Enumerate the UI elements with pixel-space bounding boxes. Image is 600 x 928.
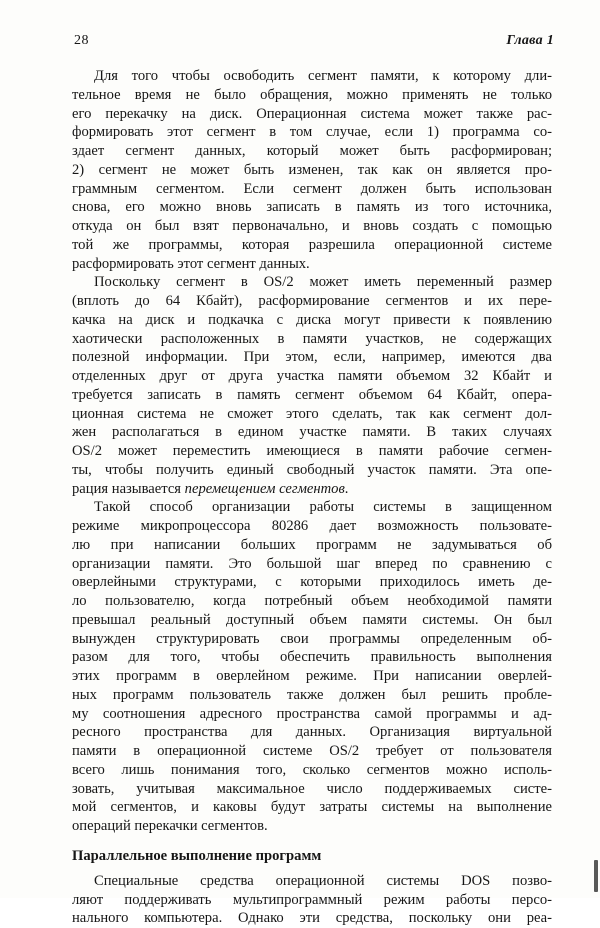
text-line: здает сегмент данных, который может быть расформирован; [72, 143, 552, 159]
paragraph-segment-relocation [72, 273, 552, 498]
text-line: тельное время не было обращения, можно применять не только [72, 86, 552, 103]
text-line: отделенных друг от друга участка памяти объемом 32 Кбайт и [72, 368, 552, 384]
text-line: полезной информации. При этом, если, например, имеются два [72, 349, 552, 366]
text-line: ляют поддерживать мультипрограммный режим работы персо- [72, 891, 552, 908]
text-line: организации памяти. Это большой шаг вперед по сравнению с [72, 555, 552, 572]
text-line: ных программ пользователь также должен был решить пробле- [72, 686, 552, 703]
text-line: мой сегментов, и каковы будут затраты системы на выполнение [72, 799, 552, 816]
paragraph-segment-disbanding [72, 67, 552, 273]
text-line: хаотически расположенных в памяти участков, не содержащих [72, 330, 552, 347]
text-line: OS/2 может переместить имеющиеся в памяти рабочие сегмен- [72, 443, 552, 459]
text-line: расформировать этот сегмент данных. [72, 255, 310, 272]
text-line: всего лишь понимания того, сколько сегментов можно исполь- [72, 761, 552, 778]
paragraph-protected-mode [72, 498, 552, 836]
text-line: (вплоть до 64 Кбайт), расформирование сегментов и их пере- [72, 293, 552, 309]
text-line: 2) сегмент не может быть изменен, так как он является про- [72, 161, 552, 178]
text-line: этих программ в оверлейном режиме. При написании оверлей- [72, 668, 552, 684]
body-text [72, 67, 552, 928]
text-line: откуда он был взят первоначально, и вновь создать с помощью [72, 218, 552, 234]
running-header [74, 33, 554, 53]
text-line: качка на диск и подкачка с диска могут привести к появлению [72, 311, 552, 328]
scan-edge-mark [594, 860, 598, 892]
text-line: режиме микропроцессора 80286 дает возможность пользовате- [72, 518, 552, 534]
text-line: его перекачку на диск. Операционная система может также рас- [72, 105, 552, 122]
chapter-title: Глава 1 [506, 33, 554, 48]
text-line: операций перекачки сегментов. [72, 818, 268, 834]
text-line: нального компьютера. Однако эти средства, поскольку они реа- [72, 910, 552, 927]
text-line: му соотношения адресного пространства самой программы и ад- [72, 705, 552, 722]
text-line: лю при написании больших программ не задумываться об [72, 536, 552, 553]
text-line: граммным сегментом. Если сегмент должен быть использован [72, 180, 552, 197]
text-line: той же программы, которая разрешила операционной системе [72, 236, 552, 253]
text-line: Для того чтобы освободить сегмент памяти, к которому дли- [94, 68, 552, 84]
text-line: снова, его можно вновь записать в память из того источника, [72, 199, 552, 216]
paragraph-multiprogramming [72, 872, 552, 928]
section-heading: Параллельное выполнение программ [72, 847, 322, 864]
text-line: превышал реальный доступный объем памяти системы. Он был [72, 611, 552, 628]
text-line: зовать, учитывая максимальное число поддерживаемых систе- [72, 780, 552, 797]
text-line: ты, чтобы получить единый свободный участок памяти. Эта опе- [72, 461, 552, 478]
page-number: 28 [74, 33, 89, 48]
text-line: Специальные средства операционной системы DOS позво- [94, 872, 552, 889]
text-line: оверлейными структурами, с которыми приходилось иметь де- [72, 574, 552, 591]
text-line: вынужден структурировать свои программы определенным об- [72, 630, 552, 647]
text-line: ционная система не сможет этого сделать, так как сегмент дол- [72, 405, 552, 422]
text-line [72, 480, 552, 499]
text-line: формировать этот сегмент в том случае, если 1) программа со- [72, 124, 552, 141]
emphasized-term: перемещением сегментов [184, 480, 345, 497]
text-line: жен располагаться в едином участке памяти. В таких случаях [72, 424, 552, 441]
text-line: разом для того, чтобы обеспечить правильность выполнения [72, 649, 552, 666]
text-line: требуется записать в память сегмент объемом 64 Кбайт, опера- [72, 386, 552, 403]
text-line: ресного пространства для данных. Организация виртуальной [72, 724, 552, 741]
text-fragment: . [344, 480, 349, 497]
text-line: памяти в операционной системе OS/2 требует от пользователя [72, 743, 552, 759]
text-line: Такой способ организации работы системы в защищенном [94, 499, 552, 516]
text-line: Поскольку сегмент в OS/2 может иметь переменный размер [94, 274, 552, 291]
text-line: ло пользователю, когда потребный объем необходимой памяти [72, 593, 552, 609]
text-fragment: рация называется [72, 480, 185, 497]
